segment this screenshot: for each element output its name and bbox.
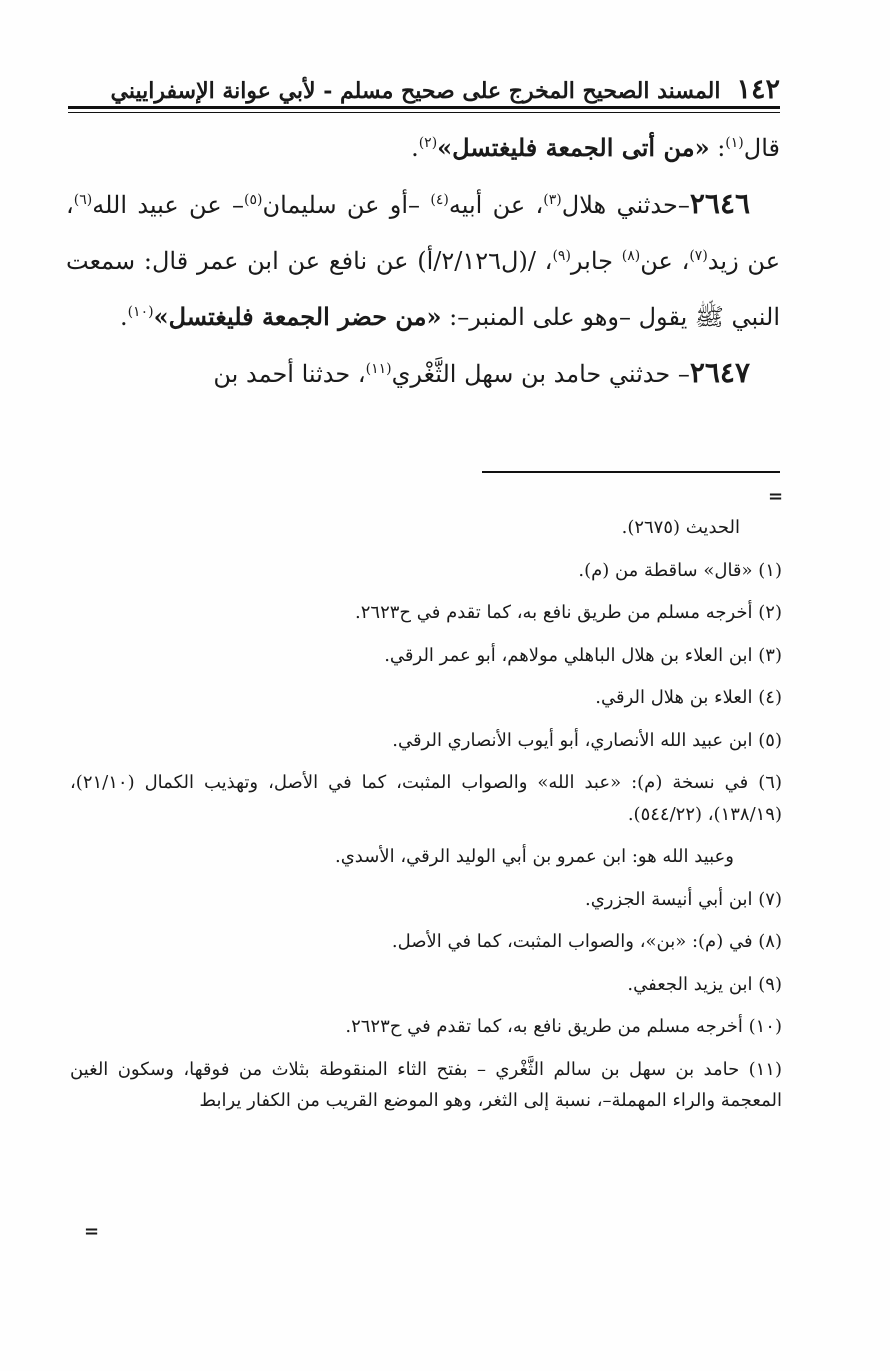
footnote-1: (١) «قال» ساقطة من (م). xyxy=(578,559,782,581)
hadith-number: ٢٦٤٦ xyxy=(689,187,751,220)
header-rule-thin xyxy=(68,112,780,113)
footnote-10: (١٠) أخرجه مسلم من طريق نافع به، كما تقدم في ح٢٦٢٣. xyxy=(345,1016,782,1037)
footnote-ref: (٢) xyxy=(418,135,438,151)
hadith-number: ٢٦٤٧ xyxy=(689,356,750,389)
footnote-6-note: وعبيد الله هو: ابن عمرو بن أبي الوليد الرقي، الأسدي. xyxy=(335,846,734,867)
running-header xyxy=(68,74,780,105)
page-number: ١٤٢ xyxy=(736,74,780,105)
footnote-4: (٤) العلاء بن هلال الرقي. xyxy=(595,687,782,708)
footnote-3: (٣) ابن العلاء بن هلال الباهلي مولاهم، أبو عمر الرقي. xyxy=(384,644,782,666)
paragraph-qala: قال$^{(١)}$: «من أتى الجمعة فليغتسل»$^{(٢)}$. xyxy=(411,133,780,162)
hadith-quote: «من أتى الجمعة فليغتسل» xyxy=(437,133,710,162)
hadith-quote: «من حضر الجمعة فليغتسل» xyxy=(153,302,442,331)
footnote-8: (٨) في (م): «بن»، والصواب المثبت، كما في الأصل. xyxy=(391,931,782,952)
book-title: المسند الصحيح المخرج على صحيح مسلم - لأبي عوانة الإسفراييني xyxy=(110,78,721,104)
continuation-marker-end: = xyxy=(84,1221,100,1242)
footnote-ref: (١) xyxy=(725,135,744,151)
footnotes xyxy=(70,512,782,1128)
footnote-5: (٥) ابن عبيد الله الأنصاري، أبو أيوب الأنصاري الرقي. xyxy=(392,729,782,751)
footnote-2: (٢) أخرجه مسلم من طريق نافع به، كما تقدم في ح٢٦٢٣. xyxy=(355,602,782,623)
hadith-2647: ٢٦٤٧– حدثني حامد بن سهل الثَّغْري$^{(١١)}$، حدثنا أحمد بن xyxy=(213,356,750,389)
footnote-carry-over: الحديث (٢٦٧٥). xyxy=(621,517,740,538)
hadith-2646: ٢٦٤٦–حدثني هلال$^{(٣)}$، عن أبيه$^{(٤)}$ –أو عن سليمان$^{(٥)}$– عن عبيد الله$^{(٦)}$، عن زيد$^{(٧)}$، عن$^{(٨)}$ جابر$^{(٩)}$، /(ل٢/١٢٦/أ) عن نافع عن ابن عمر قال: سمعت النبي ﷺ يقول –وهو على المنبر–: «من حضر الجمعة فليغتسل»$^{(١٠)}$. xyxy=(66,187,781,331)
footnote-6: (٦) في نسخة (م): «عبد الله» والصواب المثبت، كما في الأصل، وتهذيب الكمال (٢١/١٠)، (١٣٨/١٩)، (٥٤٤/٢٢). xyxy=(70,772,782,825)
footnote-7: (٧) ابن أبي أنيسة الجزري. xyxy=(584,888,782,910)
footnote-9: (٩) ابن يزيد الجعفي. xyxy=(627,973,782,995)
footnote-separator xyxy=(482,471,780,473)
footnote-11: (١١) حامد بن سهل بن سالم الثَّغْري – بفتح الثاء المنقوطة بثلاث من فوقها، وسكون الغين المعجمة والراء المهملة–، نسبة إلى الثغر، وهو الموضع القريب من الكفار يرابط xyxy=(70,1058,782,1111)
header-rule-thick xyxy=(68,106,780,109)
continuation-marker: = xyxy=(768,486,784,507)
main-text xyxy=(66,120,780,402)
